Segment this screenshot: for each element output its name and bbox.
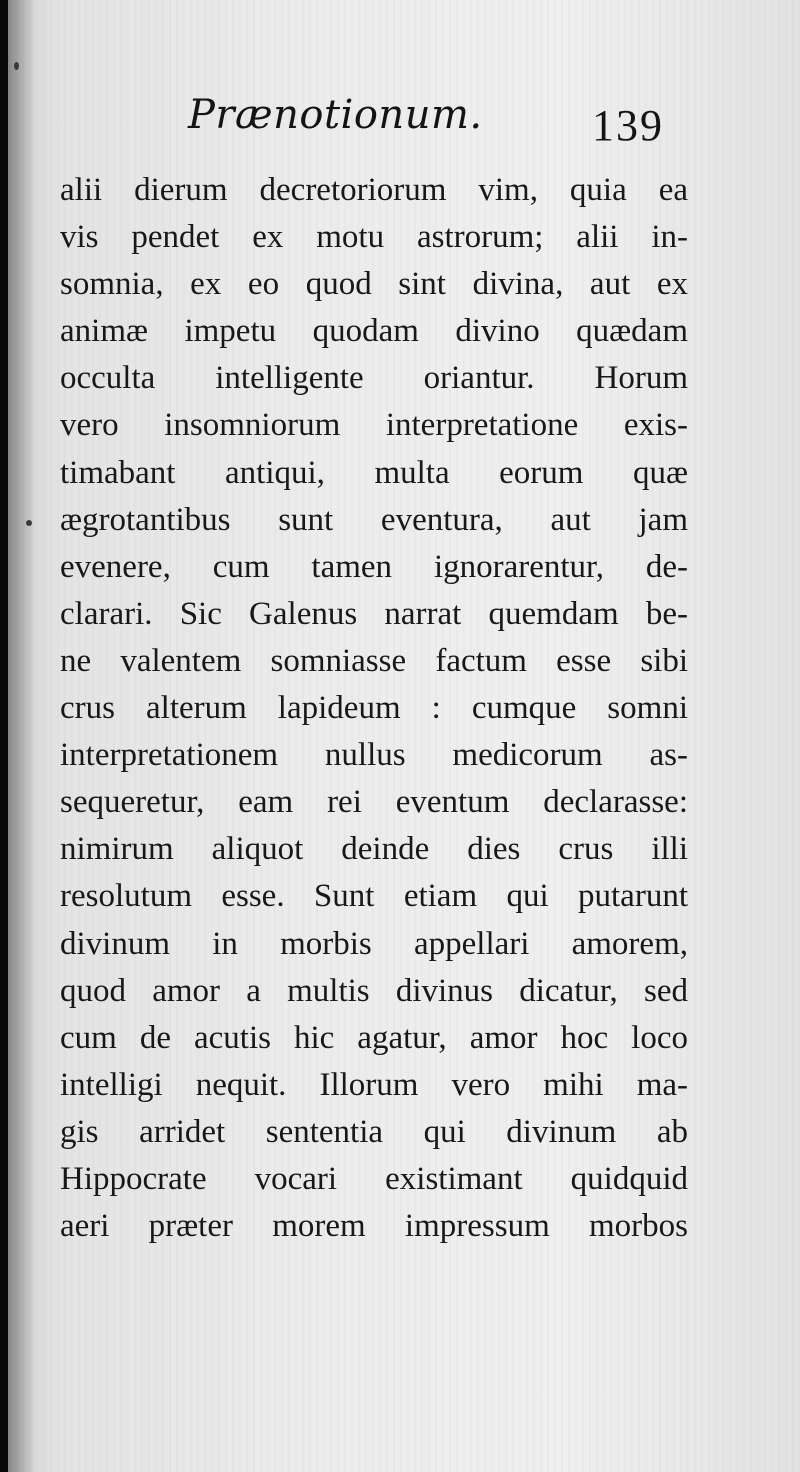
gutter-shadow — [8, 0, 36, 1472]
text-line: Hippocrate vocari existimant quidquid — [60, 1160, 688, 1197]
text-line: vis pendet ex motu astrorum; alii in- — [60, 219, 688, 256]
text-line: occulta intelligente oriantur. Horum — [60, 360, 688, 397]
text-line: crus alterum lapideum : cumque somni — [60, 690, 688, 727]
text-line: ne valentem somniasse factum esse sibi — [60, 642, 688, 679]
text-line: timabant antiqui, multa eorum quæ — [60, 454, 688, 491]
text-line: intelligi nequit. Illorum vero mihi ma- — [60, 1066, 688, 1103]
page-number: 139 — [592, 101, 664, 150]
running-title: Prænotionum. — [188, 92, 483, 138]
text-line: evenere, cum tamen ignorarentur, de- — [60, 548, 688, 585]
text-line: alii dierum decretoriorum vim, quia ea — [60, 172, 688, 208]
text-line: cum de acutis hic agatur, amor hoc loco — [60, 1019, 688, 1056]
text-line: nimirum aliquot deinde dies crus illi — [60, 831, 688, 868]
text-line: divinum in morbis appellari amorem, — [60, 925, 688, 962]
book-page — [8, 0, 800, 1472]
text-line: interpretationem nullus medicorum as- — [60, 737, 688, 774]
text-line: ægrotantibus sunt eventura, aut jam — [60, 501, 688, 538]
text-line: gis arridet sententia qui divinum ab — [60, 1113, 688, 1150]
text-line: aeri præter morem impressum morbos — [60, 1208, 688, 1245]
text-line: vero insomniorum interpretatione exis- — [60, 407, 688, 444]
text-line: resolutum esse. Sunt etiam qui putarunt — [60, 878, 688, 915]
body-text — [60, 167, 688, 1250]
text-line: clarari. Sic Galenus narrat quemdam be- — [60, 595, 688, 632]
ink-speck — [14, 62, 19, 70]
text-line: somnia, ex eo quod sint divina, aut ex — [60, 266, 688, 303]
ink-speck — [26, 520, 32, 526]
text-line: animæ impetu quodam divino quædam — [60, 313, 688, 350]
text-line: sequeretur, eam rei eventum declarasse: — [60, 784, 688, 821]
text-line: quod amor a multis divinus dicatur, sed — [60, 972, 688, 1009]
